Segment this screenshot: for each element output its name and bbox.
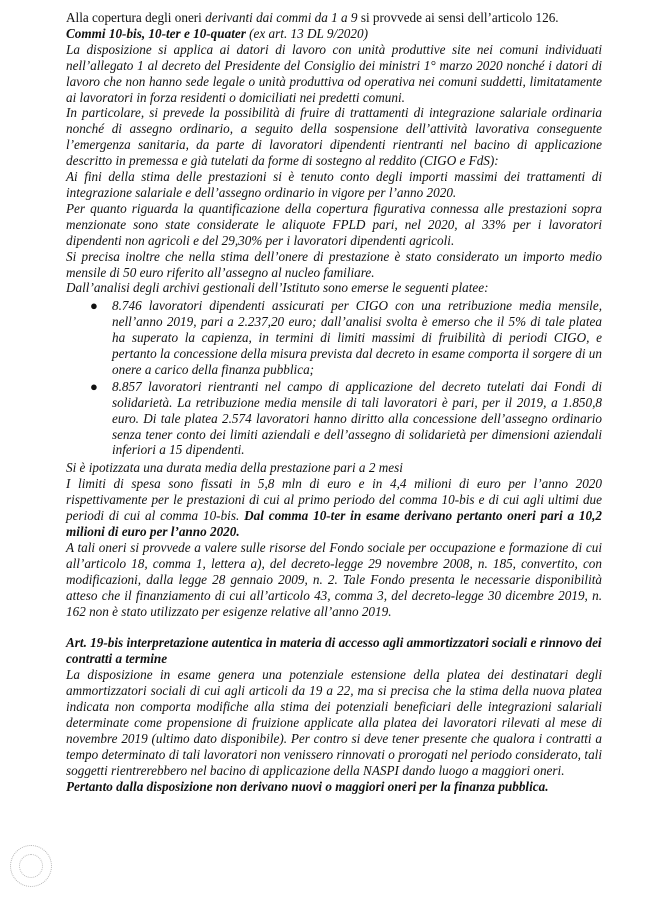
- para8-bold: Dal comma 10-ter in esame derivano pertanto oneri pari a 10,2 milioni di euro per l’anno 2020.: [66, 508, 602, 539]
- section-spacer: [66, 619, 602, 635]
- intro-italic: derivanti dai commi da 1 a 9: [205, 10, 358, 25]
- section1-paragraph-3: Ai fini della stima delle prestazioni si è tenuto conto degli importi massimi dei trattamenti di integrazione salariale e dell’assegno ordinario in vigore per l’anno 2020.: [66, 169, 602, 200]
- section2-conclusion: Pertanto dalla disposizione non derivano nuovi o maggiori oneri per la finanza pubblica.: [66, 778, 549, 794]
- section1-heading-rest: (ex art. 13 DL 9/2020): [245, 25, 368, 41]
- para8-text: I limiti di spesa sono fissati in 5,8 mln di euro e in 4,4 milioni di euro per l’anno 2020 rispettivamente per le prestazioni di cui al primo periodo del comma 10-bis e di cui agli ultimi due periodi di cui al comma 10-bis.: [66, 476, 602, 524]
- list-item-text: 8.746 lavoratori dipendenti assicurati per CIGO con una retribuzione media mensile, nell’anno 2019, pari a 2.237,20 euro; dall’analisi svolta è emerso che il 5% di tale platea ha superato la capienza, in termini di limiti massimi di fruibilità di periodi CIGO, e pertanto la concessione della misura prevista dal decreto in esame comporta il sorgere di un onere a carico della finanza pubblica;: [112, 298, 602, 377]
- list-item: [80, 379, 602, 459]
- section2-heading: Art. 19-bis interpretazione autentica in materia di accesso agli ammortizzatori sociali e rinnovo dei contratti a termine: [66, 635, 602, 667]
- section1-heading-bold: Commi 10-bis, 10-ter e 10-quater: [66, 25, 246, 41]
- section1-paragraph-7: Si è ipotizzata una durata media della prestazione pari a 2 mesi: [66, 460, 403, 476]
- intro-text: Alla copertura degli oneri: [66, 10, 206, 25]
- stamp-seal: [10, 845, 52, 887]
- section1-paragraph-6: Dall’analisi degli archivi gestionali dell’Istituto sono emerse le seguenti platee:: [66, 280, 489, 296]
- document-page: [66, 10, 602, 795]
- intro-paragraph: [66, 10, 602, 26]
- section1-heading: [66, 26, 602, 42]
- section1-paragraph-1: La disposizione si applica ai datori di lavoro con unità produttive site nei comuni individuati nell’allegato 1 al decreto del Presidente del Consiglio dei ministri 1° marzo 2020 nonché i datori di lavoro che non hanno sede legale o unità produttiva od operativa nei comuni suddetti, limitatamente ai lavoratori in forza residenti o domiciliati nei predetti comuni.: [66, 41, 602, 105]
- list-item: [80, 298, 602, 378]
- section1-paragraph-8: [66, 476, 602, 540]
- section1-paragraph-9: A tali oneri si provvede a valere sulle risorse del Fondo sociale per occupazione e formazione di cui all’articolo 18, comma 1, lettera a), del decreto-legge 29 novembre 2008, n. 185, convertito, con modificazioni, dalla legge 28 gennaio 2009, n. 2. Tale Fondo presenta le necessarie disponibilità atteso che il finanziamento di cui all’articolo 43, comma 3, del decreto-legge 30 dicembre 2019, n. 162 non è stato utilizzato per esigenze relative all’anno 2019.: [66, 539, 602, 619]
- bullet-icon: ●: [90, 298, 98, 314]
- intro-text-end: si provvede ai sensi dell’articolo 126.: [357, 10, 559, 25]
- platee-list: [66, 298, 602, 458]
- section1-paragraph-4: Per quanto riguarda la quantificazione della copertura figurativa connessa alle prestazioni sopra menzionate sono state considerate le aliquote FPLD pari, nel 2020, al 33% per i lavoratori dipendenti non agricoli e del 29,30% per i lavoratori dipendenti agricoli.: [66, 200, 602, 248]
- section2-paragraph-1: La disposizione in esame genera una potenziale estensione della platea dei destinatari degli ammortizzatori sociali di cui agli articoli da 19 a 22, ma si precisa che la stima della nuova platea indicata non comporta modifiche alla stima dei potenziali beneficiari delle integrazioni salariali determinate come propensione di fruizione applicate alla platea dei lavoratori rilevati al mese di novembre 2019 (ultimo dato disponibile). Per contro si deve tener presente che qualora i contratti a tempo determinato di tali lavoratori non venissero rinnovati o prorogati nel periodo considerato, tali soggetti rientrerebbero nel bacino di applicazione della NASPI dando luogo a maggiori oneri.: [66, 667, 602, 778]
- section1-paragraph-5: Si precisa inoltre che nella stima dell’onere di prestazione è stato considerato un importo medio mensile di 50 euro riferito all’assegno al nucleo familiare.: [66, 248, 602, 280]
- list-item-text: 8.857 lavoratori rientranti nel campo di applicazione del decreto tutelati dai Fondi di solidarietà. La retribuzione media mensile di tali lavoratori è pari, per il 2019, a 1.850,8 euro. Di tale platea 2.574 lavoratori hanno diritto alla concessione dell’assegno ordinario senza tener conto dei limiti aziendali e dell’assegno di solidarietà per dimensioni aziendali inferiori a 15 dipendenti.: [112, 378, 602, 458]
- section1-paragraph-2: In particolare, si prevede la possibilità di fruire di trattamenti di integrazione salariale ordinaria nonché di assegno ordinario, a seguito della sospensione dell’attività lavorativa conseguente l’emergenza sanitaria, da parte di lavoratori dipendenti rientranti nel bacino di applicazione descritto in premessa e già tutelati da forme di sostegno al reddito (CIGO e FdS):: [66, 105, 602, 169]
- bullet-icon: ●: [90, 378, 98, 394]
